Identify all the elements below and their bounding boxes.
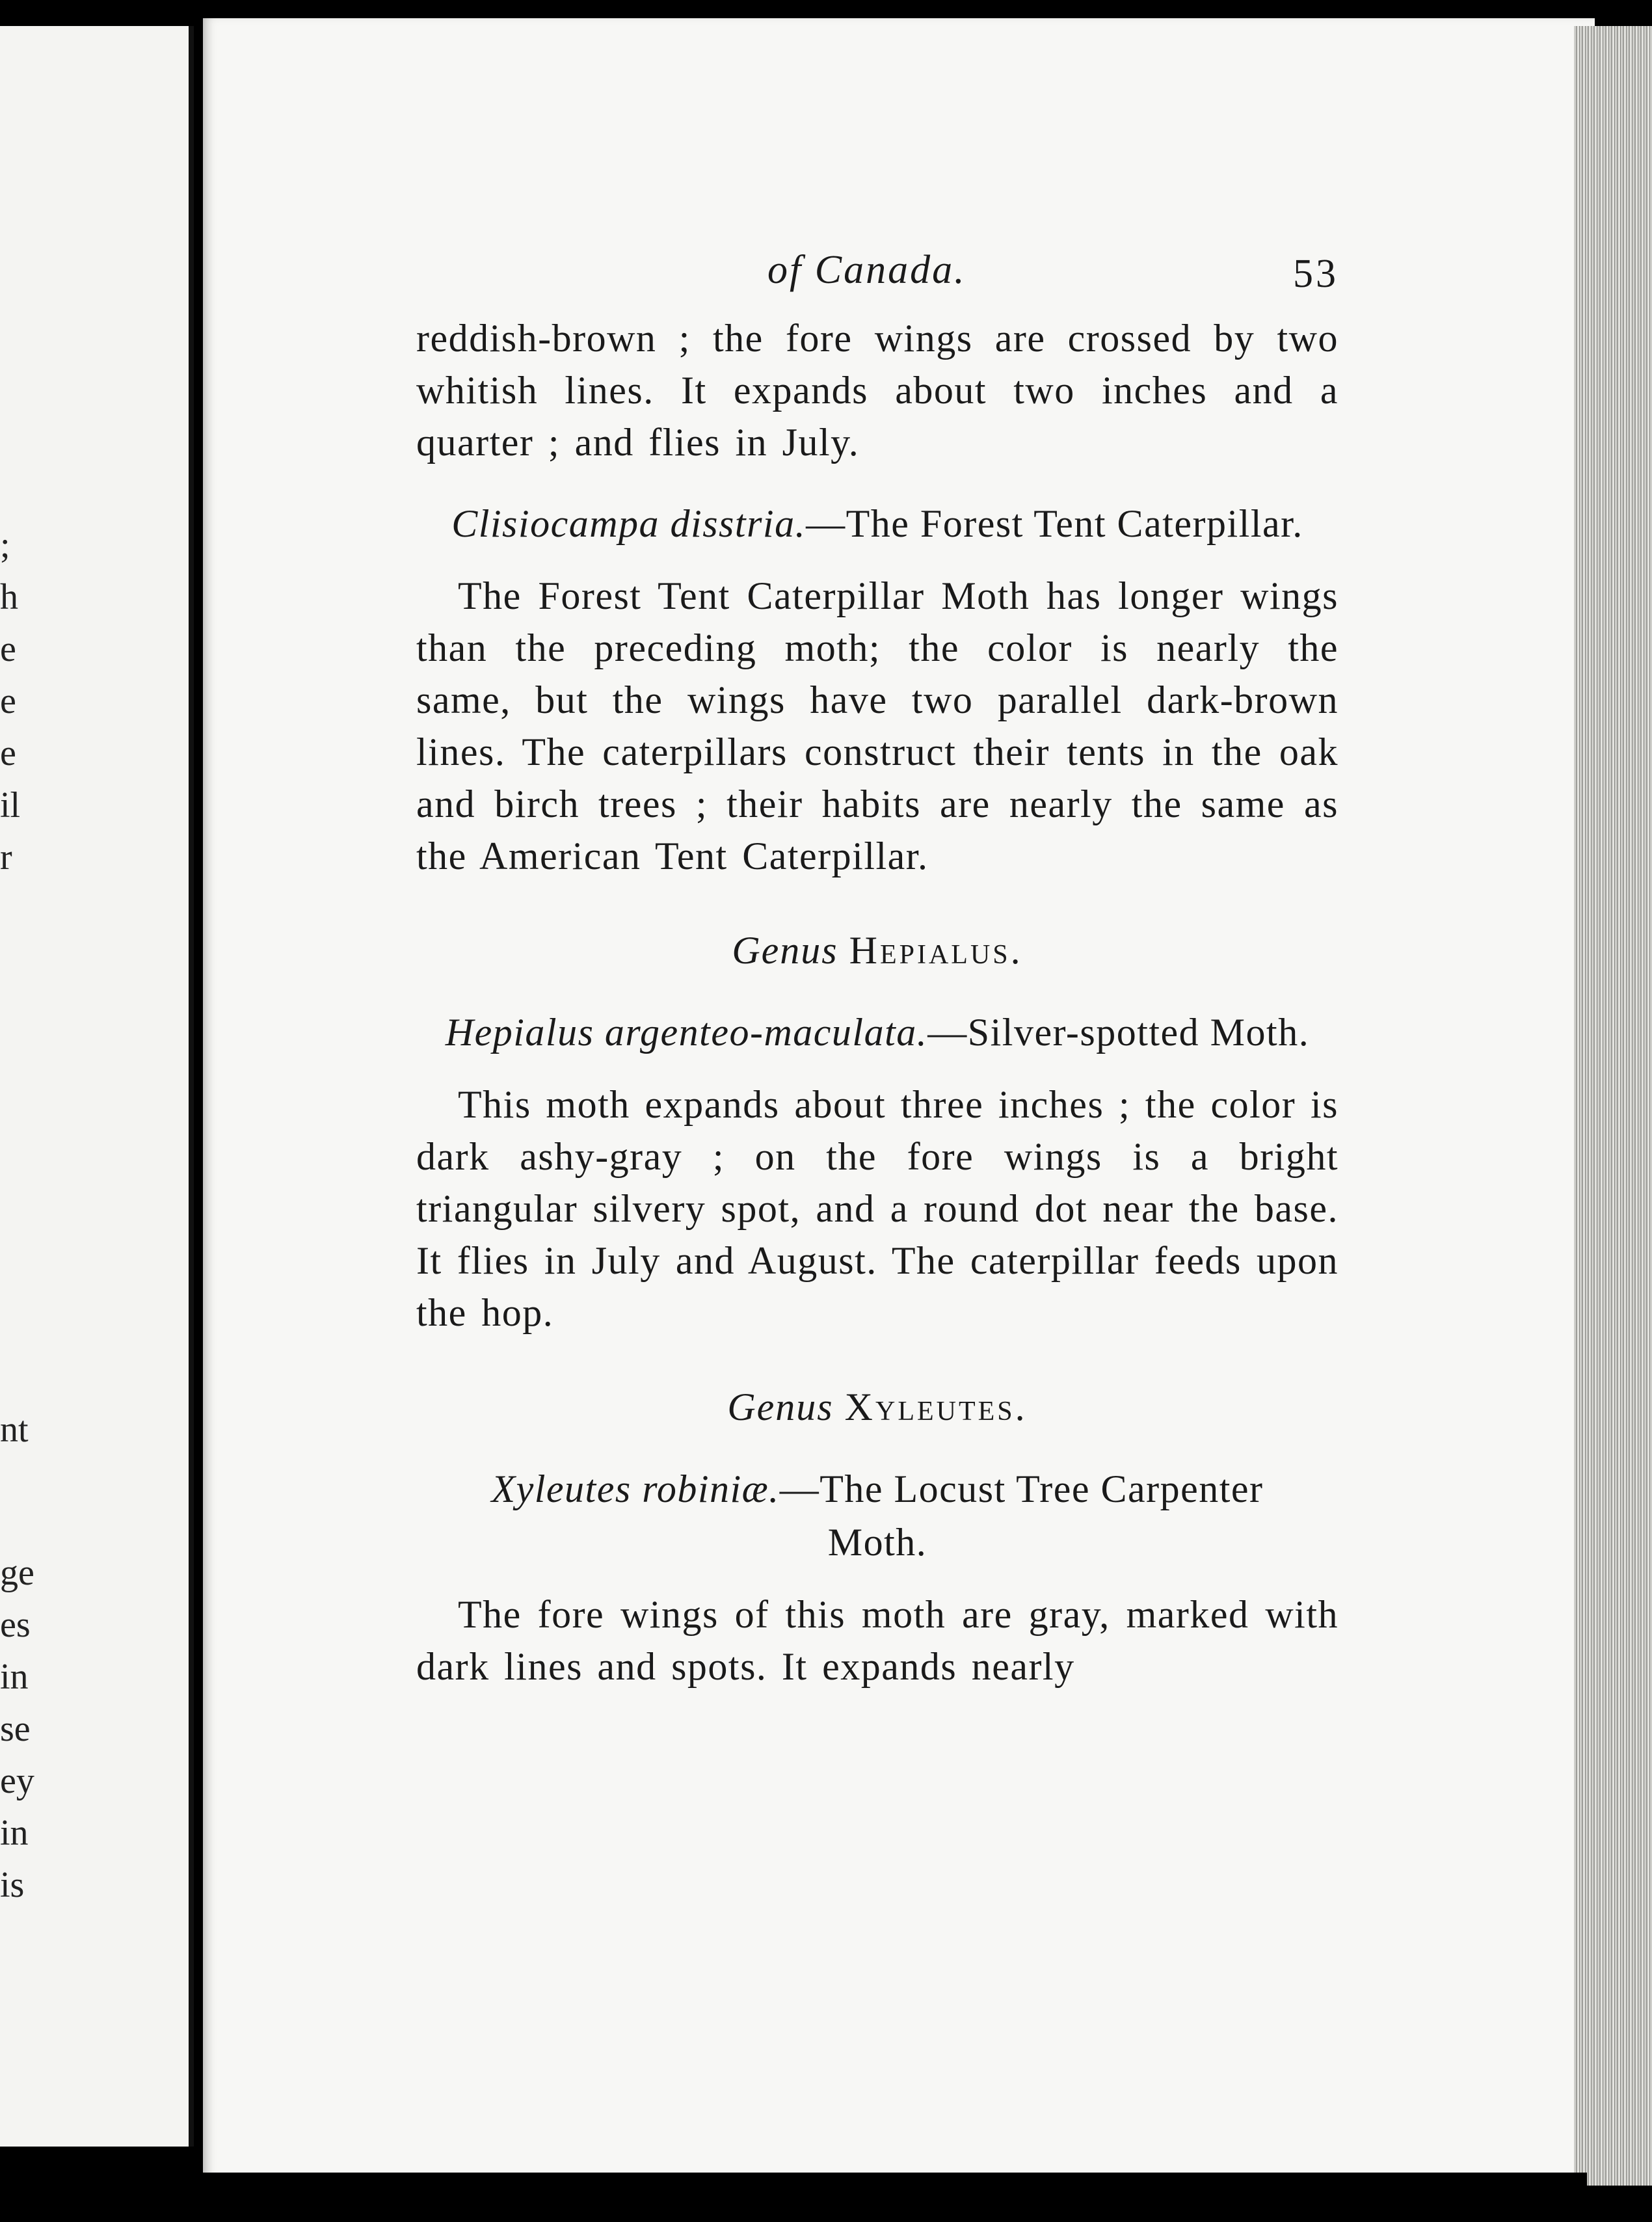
- bottom-shadow: [195, 2173, 1587, 2222]
- left-page-fragment: e: [0, 629, 16, 669]
- xyleutes-paragraph: The fore wings of this moth are gray, marked with dark lines and spots. It expands nearly: [416, 1593, 1339, 1688]
- left-page-fragment: r: [0, 837, 12, 877]
- left-page-fragment: e: [0, 681, 16, 721]
- genus-heading-xyleutes: [416, 1380, 1339, 1434]
- continuation-paragraph: reddish-brown ; the fore wings are crossed by two whitish lines. It expands about two inches and a quarter ; and flies in July.: [416, 317, 1339, 464]
- left-facing-page: [0, 26, 194, 2147]
- species-heading-hepialus: [416, 1006, 1339, 1059]
- page-edges: [1574, 26, 1652, 2186]
- left-page-fragment: se: [0, 1709, 31, 1749]
- page-number: 53: [1293, 252, 1339, 296]
- hepialus-paragraph: This moth expands about three inches ; the color is dark ashy-gray ; on the fore wings is a bright triangular silvery spot, and a round dot near the base. It flies in July and August. The caterpillar feeds upon the hop.: [416, 1083, 1339, 1334]
- scientific-name: Hepialus argenteo-maculata.: [445, 1011, 928, 1054]
- forest-tent-paragraph: The Forest Tent Caterpillar Moth has longer wings than the preceding moth; the color is nearly the same, but the wings have two parallel dark-brown lines. The caterpillars construct their tents in the oak and birch trees ; their habits are nearly the same as the American Tent Caterpillar.: [416, 574, 1339, 877]
- common-name: —Silver-spotted Moth.: [927, 1011, 1310, 1054]
- left-page-fragment: in: [0, 1657, 29, 1697]
- left-page-fragment: h: [0, 577, 18, 617]
- running-title: of Canada.: [767, 248, 966, 292]
- text-block: [416, 247, 1339, 1693]
- genus-label: Genus: [727, 1385, 834, 1428]
- genus-heading-hepialus: [416, 924, 1339, 977]
- left-page-fragment: nt: [0, 1410, 29, 1450]
- species-heading-clisiocampa: [416, 497, 1339, 550]
- left-page-fragment: es: [0, 1605, 31, 1645]
- left-page-fragment: ge: [0, 1553, 34, 1593]
- scientific-name: Clisiocampa disstria.: [451, 502, 806, 545]
- left-page-fragment: in: [0, 1813, 29, 1853]
- left-page-fragment: ;: [0, 525, 10, 565]
- left-page-fragment: is: [0, 1865, 25, 1905]
- genus-name: Hepialus.: [849, 929, 1023, 972]
- genus-name: Xyleutes.: [844, 1385, 1028, 1428]
- common-name: —The Locust Tree Carpenter Moth.: [779, 1467, 1264, 1564]
- scientific-name: Xyleutes robiniæ.: [491, 1467, 780, 1510]
- running-head: [416, 247, 1339, 312]
- genus-label: Genus: [732, 929, 838, 972]
- left-page-fragment: il: [0, 785, 21, 825]
- left-page-fragment: e: [0, 733, 16, 773]
- common-name: —The Forest Tent Caterpillar.: [806, 502, 1303, 545]
- species-heading-xyleutes: [416, 1462, 1339, 1569]
- left-page-fragment: ey: [0, 1761, 34, 1801]
